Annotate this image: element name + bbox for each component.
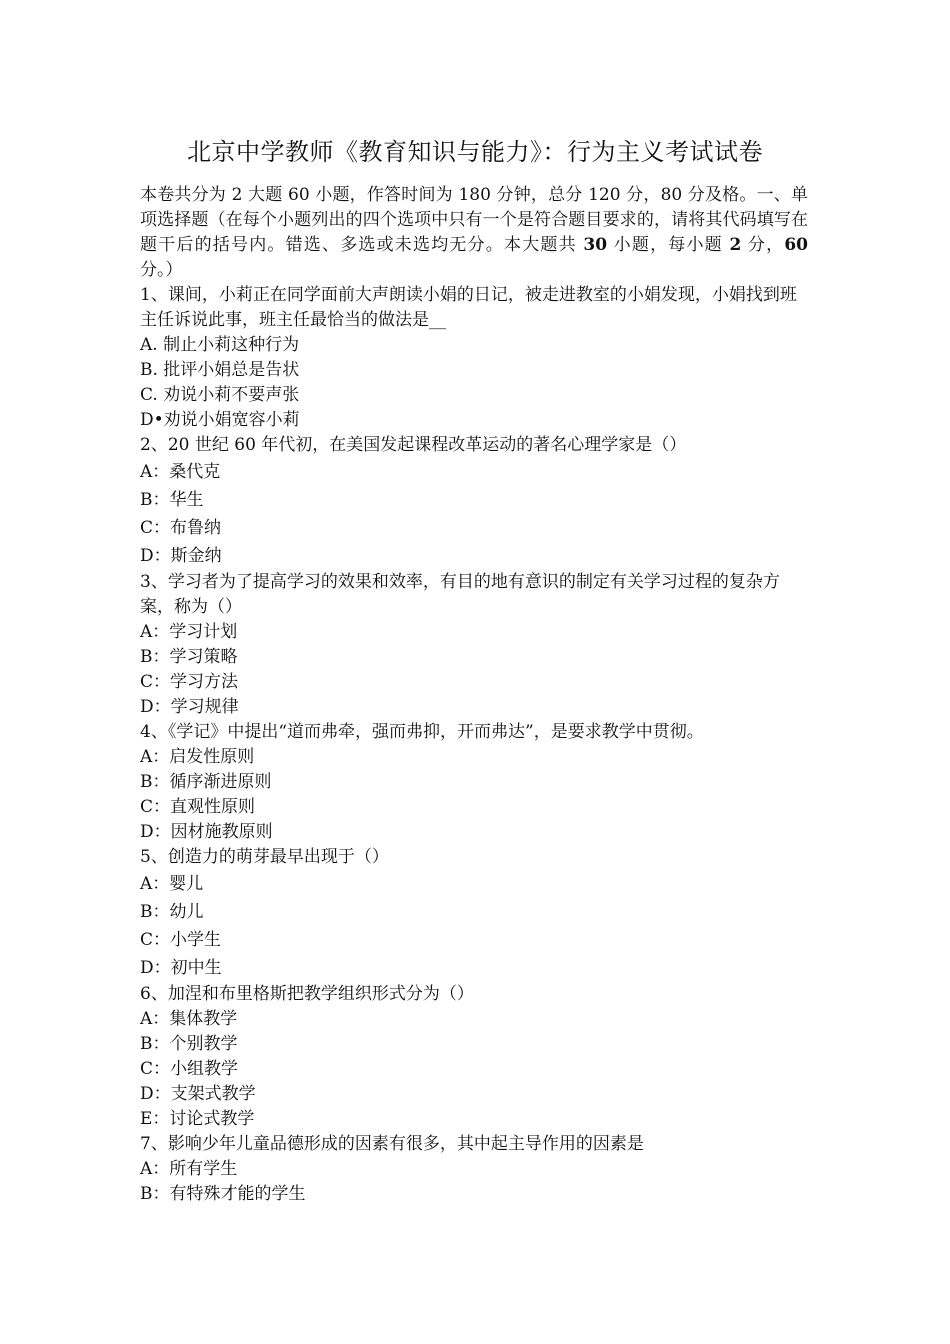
question-1 — [140, 283, 808, 433]
option-c: C：直观性原则 — [140, 797, 256, 817]
question-2 — [140, 433, 808, 570]
option-b: B：有特殊才能的学生 — [140, 1184, 306, 1204]
option-a: A：婴儿 — [140, 874, 204, 894]
question-4 — [140, 720, 808, 845]
option-a: A：启发性原则 — [140, 747, 255, 767]
option-d: D：初中生 — [140, 958, 222, 978]
option-b: B：学习策略 — [140, 647, 238, 667]
question-5 — [140, 845, 808, 982]
question-3 — [140, 570, 808, 720]
option-d: D：斯金纳 — [140, 546, 222, 566]
question-stem: 7、影响少年儿童品德形成的因素有很多，其中起主导作用的因素是 — [140, 1134, 644, 1154]
question-stem: 3、学习者为了提高学习的效果和效率，有目的地有意识的制定有关学习过程的复杂方案，称为（） — [140, 572, 780, 617]
option-e: E：讨论式教学 — [140, 1109, 255, 1129]
option-b: B：个别教学 — [140, 1034, 238, 1054]
question-count: 30 — [583, 235, 608, 255]
question-7 — [140, 1132, 808, 1207]
score-total: 60 — [784, 235, 809, 255]
option-d: D：支架式教学 — [140, 1084, 256, 1104]
option-d: D：因材施教原则 — [140, 822, 273, 842]
intro-text-3: 分， — [741, 235, 785, 255]
exam-instructions — [140, 183, 808, 283]
option-d: D•劝说小娟宽容小莉 — [140, 410, 300, 430]
option-b: B：华生 — [140, 490, 204, 510]
intro-text-4: 分。） — [140, 260, 183, 280]
option-a: A：所有学生 — [140, 1159, 238, 1179]
option-b: B. 批评小娟总是告状 — [140, 360, 300, 380]
option-c: C：小学生 — [140, 930, 222, 950]
document-title: 北京中学教师《教育知识与能力》：行为主义考试试卷 — [187, 138, 763, 166]
document-body — [140, 183, 808, 1207]
option-b: B：幼儿 — [140, 902, 204, 922]
option-d: D：学习规律 — [140, 697, 239, 717]
question-6 — [140, 982, 808, 1132]
option-c: C. 劝说小莉不要声张 — [140, 385, 300, 405]
question-stem: 4、《学记》中提出“道而弗牵，强而弗抑，开而弗达”，是要求教学中贯彻。 — [140, 722, 704, 742]
question-stem: 1、课间，小莉正在同学面前大声朗读小娟的日记，被走进教室的小娟发现，小娟找到班主任诉说此事，班主任最恰当的做法是__ — [140, 285, 797, 330]
score-each: 2 — [729, 235, 742, 255]
option-c: C：学习方法 — [140, 672, 239, 692]
question-stem: 5、创造力的萌芽最早出现于（） — [140, 847, 389, 867]
option-a: A：学习计划 — [140, 622, 238, 642]
option-a: A：桑代克 — [140, 462, 221, 482]
option-a: A. 制止小莉这种行为 — [140, 335, 300, 355]
question-stem: 2、20 世纪 60 年代初，在美国发起课程改革运动的著名心理学家是（） — [140, 435, 687, 455]
intro-text-1: 本卷共分为 2 大题 60 小题，作答时间为 180 分钟，总分 120 分，80 分及格。一、单项选择题（在每个小题列出的四个选项中只有一个是符合题目要求的，请将其代码填写在题干后的括号内。错选、多选或未选均无分。本大题共 — [140, 185, 808, 255]
option-c: C：小组教学 — [140, 1059, 239, 1079]
option-a: A：集体教学 — [140, 1009, 238, 1029]
question-stem: 6、加涅和布里格斯把教学组织形式分为（） — [140, 984, 474, 1004]
option-b: B：循序渐进原则 — [140, 772, 272, 792]
intro-text-2: 小题，每小题 — [607, 235, 730, 255]
option-c: C：布鲁纳 — [140, 518, 222, 538]
